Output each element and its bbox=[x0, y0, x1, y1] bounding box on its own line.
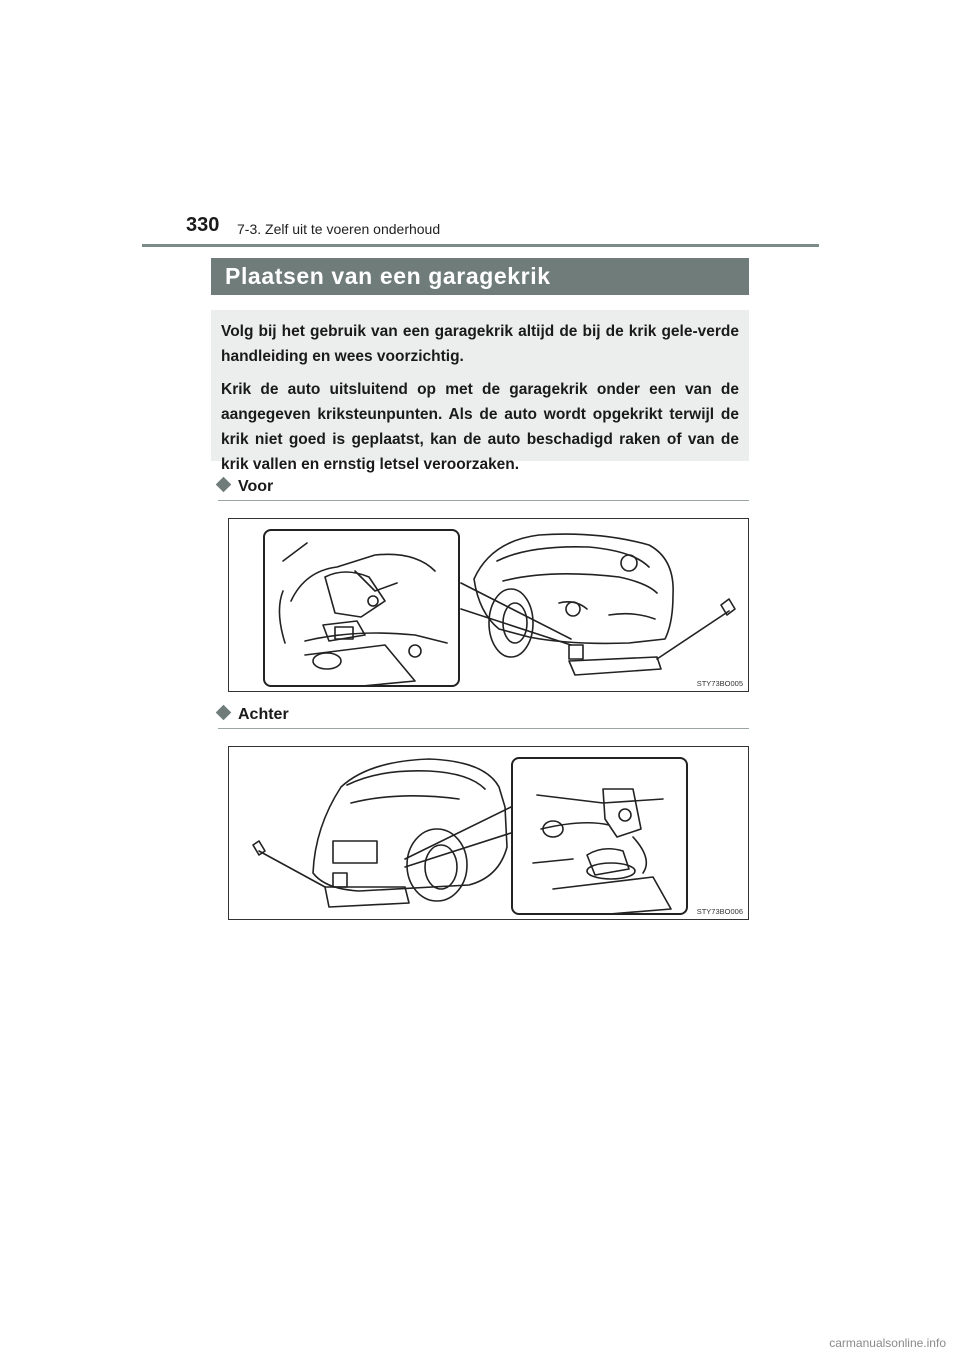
subheading-front-rule bbox=[218, 500, 749, 501]
front-jack-point-detail bbox=[265, 531, 460, 687]
diamond-bullet-icon bbox=[216, 477, 232, 493]
watermark: carmanualsonline.info bbox=[829, 1336, 946, 1350]
subheading-rear-rule bbox=[218, 728, 749, 729]
subheading-rear bbox=[218, 706, 289, 724]
intro-paragraph-1: Volg bij het gebruik van een garagekrik altijd de bij de krik gele-verde handleiding en wees voorzichtig. bbox=[221, 323, 739, 365]
section-reference: 7-3. Zelf uit te voeren onderhoud bbox=[237, 221, 441, 237]
rear-jack-point-detail bbox=[513, 759, 688, 915]
page-title: Plaatsen van een garagekrik bbox=[211, 258, 749, 295]
subheading-rear-label: Achter bbox=[238, 706, 289, 723]
page-number: 330 bbox=[186, 214, 220, 236]
header-rule bbox=[142, 244, 819, 247]
figure-front bbox=[228, 518, 749, 692]
front-figure-code: STY73BO005 bbox=[696, 679, 743, 688]
subheading-front-label: Voor bbox=[238, 478, 274, 495]
figure-rear bbox=[228, 746, 749, 920]
rear-figure-code: STY73BO006 bbox=[696, 907, 743, 916]
diamond-bullet-icon bbox=[216, 705, 232, 721]
rear-detail-inset bbox=[511, 757, 688, 915]
subheading-front bbox=[218, 478, 273, 496]
intro-paragraph-2: Krik de auto uitsluitend op met de garagekrik onder een van de aangegeven kriksteunpunten. Als de auto wordt opgekrikt terwijl de krik niet goed is geplaatst, kan de auto beschadigd raken of van de krik vallen en ernstig letsel veroorzaken. bbox=[221, 381, 739, 473]
front-detail-inset bbox=[263, 529, 460, 687]
intro-box bbox=[211, 310, 749, 473]
